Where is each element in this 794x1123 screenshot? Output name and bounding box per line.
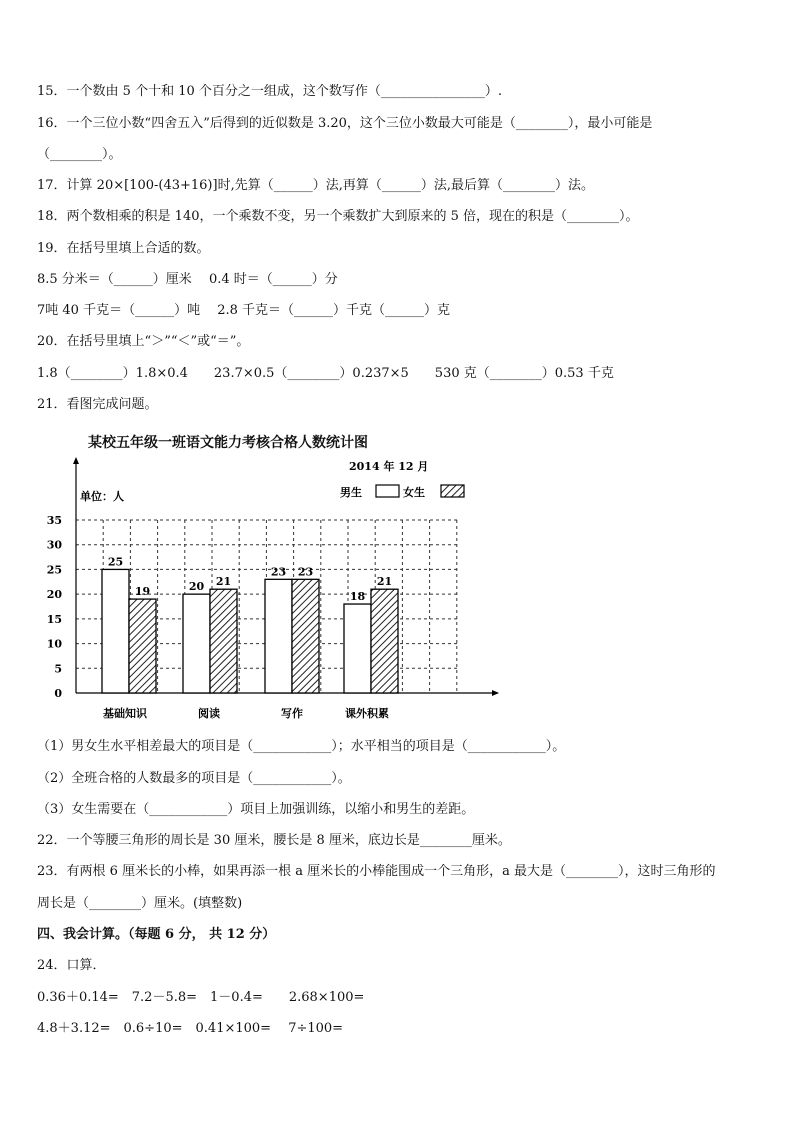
y-tick-label: 15 — [46, 612, 62, 626]
bar-girls — [129, 599, 156, 693]
legend-label-girls: 女生 — [403, 486, 425, 499]
category-label: 基础知识 — [103, 707, 147, 720]
question-21-2: （2）全班合格的人数最多的项目是（____________）。 — [37, 771, 351, 786]
question-24-b: 4.8＋3.12= 0.6÷10= 0.41×100= 7÷100= — [37, 1021, 344, 1036]
category-label: 课外积累 — [345, 707, 389, 720]
question-17: 17．计算 20×[100-(43+16)]时,先算（______）法,再算（______）法,最后算（________）法。 — [37, 178, 594, 193]
question-24-a: 0.36＋0.14= 7.2－5.8= 1－0.4= 2.68×100= — [37, 990, 365, 1005]
question-22: 22．一个等腰三角形的周长是 30 厘米，腰长是 8 厘米，底边长是________厘米。 — [37, 833, 511, 848]
question-18: 18．两个数相乘的积是 140，一个乘数不变，另一个乘数扩大到原来的 5 倍，现在的积是（________）。 — [37, 209, 639, 224]
y-tick-label: 30 — [46, 538, 62, 552]
data-label: 25 — [107, 555, 124, 569]
bar-chart — [36, 452, 516, 727]
question-19-b: 7吨 40 千克＝（______）吨 2.8 千克＝（______）千克（______）克 — [37, 303, 451, 318]
question-19: 19．在括号里填上合适的数。 — [37, 241, 210, 256]
y-tick-label: 10 — [46, 637, 62, 651]
category-label: 写作 — [281, 707, 303, 720]
question-21-3: （3）女生需要在（____________）项目上加强训练，以缩小和男生的差距。 — [37, 802, 475, 817]
legend-swatch-girls — [441, 485, 464, 497]
x-axis-arrow — [492, 690, 499, 696]
question-15: 15．一个数由 5 个十和 10 个百分之一组成，这个数写作（________________）. — [37, 84, 503, 99]
chart-subtitle: 2014 年 12 月 — [349, 460, 429, 473]
data-label: 21 — [215, 575, 232, 589]
bar-boys — [102, 569, 129, 693]
section-4-heading: 四、我会计算。（每题 6 分， 共 12 分） — [37, 927, 276, 942]
question-16-cont: （________）。 — [37, 147, 122, 162]
y-tick-label: 0 — [54, 687, 62, 700]
data-label: 19 — [134, 585, 151, 599]
data-label: 23 — [270, 565, 287, 579]
y-tick-label: 20 — [46, 588, 62, 602]
data-label: 20 — [188, 580, 205, 594]
legend-label-boys: 男生 — [340, 486, 362, 499]
question-20-a: 1.8（________）1.8×0.4 23.7×0.5（________）0.237×5 530 克（________）0.53 千克 — [37, 366, 614, 381]
question-20: 20．在括号里填上“＞”“＜”或“＝”。 — [37, 334, 250, 349]
question-23-cont: 周长是（________）厘米。(填整数) — [37, 896, 243, 911]
legend-swatch-boys — [376, 485, 399, 497]
question-24: 24．口算． — [37, 958, 106, 973]
question-16: 16．一个三位小数“四舍五入”后得到的近似数是 3.20，这个三位小数最大可能是（________），最小可能是 — [37, 116, 653, 131]
y-tick-label: 35 — [46, 514, 62, 527]
data-label: 23 — [297, 565, 314, 579]
y-axis-arrow — [73, 457, 79, 464]
bar-girls — [210, 589, 237, 693]
bar-girls — [292, 579, 319, 693]
data-label: 21 — [376, 575, 393, 589]
bar-boys — [265, 579, 292, 693]
question-21-1: （1）男女生水平相差最大的项目是（____________）；水平相当的项目是（____________）。 — [37, 739, 566, 754]
category-label: 阅读 — [198, 707, 220, 720]
chart-title: 某校五年级一班语文能力考核合格人数统计图 — [88, 435, 368, 451]
bar-boys — [183, 594, 210, 693]
question-23: 23．有两根 6 厘米长的小棒，如果再添一根 a 厘米长的小棒能围成一个三角形，a 最大是（________），这时三角形的 — [37, 864, 716, 879]
bar-boys — [344, 604, 371, 693]
question-21: 21．看图完成问题。 — [37, 397, 158, 412]
y-tick-label: 5 — [54, 662, 62, 676]
y-tick-label: 25 — [46, 563, 62, 577]
data-label: 18 — [349, 590, 366, 604]
question-19-a: 8.5 分米＝（______）厘米 0.4 时＝（______）分 — [37, 272, 338, 287]
chart-unit-label: 单位：人 — [80, 490, 124, 503]
bar-girls — [371, 589, 398, 693]
